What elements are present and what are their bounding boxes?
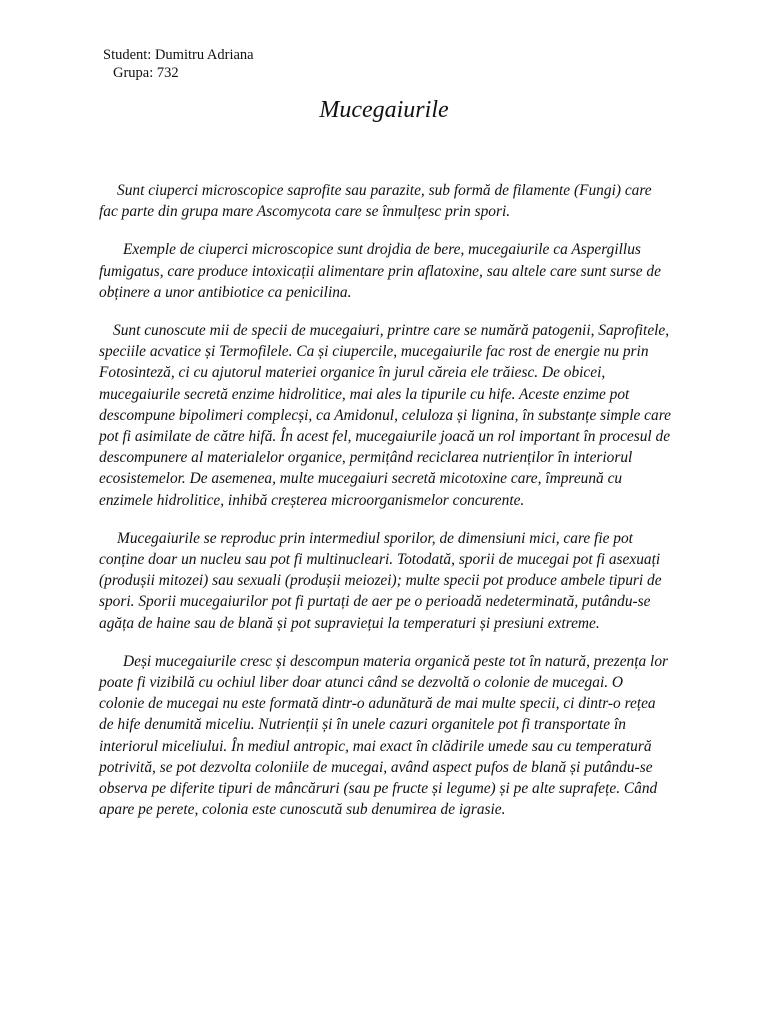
document-title: Mucegaiurile [319,97,449,123]
paragraph-examples: Exemple de ciuperci microscopice sunt drojdia de bere, mucegaiurile ca Aspergillus fumigatus, care produce intoxicații alimentare prin aflatoxine, sau altele care sunt surse de obținere a unor antibiotice ca penicilina. [99,241,661,301]
paragraph-colonies: Deși mucegaiurile cresc și descompun materia organică peste tot în natură, prezența lor poate fi vizibilă cu ochiul liber doar atunci când se dezvoltă o colonie de mucegai. O colonie de mucegai nu este formată dintr-o adunătură de mai multe specii, ci dintr-o rețea de hife denumită miceliu. Nutrienții și în unele cazuri organitele pot fi transportate în interiorul miceliului. În mediul antropic, mai exact în clădirile umede sau cu temperatură potrivită, se pot dezvolta coloniile de mucegai, având aspect pufos de blană și putându-se observa pe diferite tipuri de mâncăruri (sau pe fructe și legume) și pe alte suprafețe. Când apare pe perete, colonia este cunoscută sub denumirea de igrasie. [99,652,669,819]
group-number: Grupa: 732 [113,65,179,81]
document-body [99,180,671,837]
paragraph-intro: Sunt ciuperci microscopice saprofite sau parazite, sub formă de filamente (Fungi) care fac parte din grupa mare Ascomycota care se înmulțesc prin spori. [99,182,652,221]
document-header [103,46,254,82]
paragraph-species: Sunt cunoscute mii de specii de mucegaiuri, printre care se numără patogenii, Saprofitele, speciile acvatice și Termofilele. Ca și ciupercile, mucegaiurile fac rost de energie nu prin Fotosinteză, ci cu ajutorul materiei organice în jurul căreia ele trăiesc. De obicei, mucegaiurile secretă enzime hidrolitice, mai ales la tipurile cu hife. Aceste enzime pot descompune bipolimeri complecși, ca Amidonul, celuloza și lignina, în substanțe simple care pot fi asimilate de către hifă. În acest fel, mucegaiurile joacă un rol important în procesul de descompunere al materialelor organice, permițând reciclarea nutrienților în interiorul ecosistemelor. De asemenea, multe mucegaiuri secretă micotoxine care, împreună cu enzimele hidrolitice, inhibă creșterea microorganismelor concurente. [99,322,671,509]
student-name: Student: Dumitru Adriana [103,47,254,63]
paragraph-reproduction: Mucegaiurile se reproduc prin intermediul sporilor, de dimensiuni mici, care fie pot conține doar un nucleu sau pot fi multinucleari. Totodată, sporii de mucegai pot fi asexuați (produșii mitozei) sau sexuali (produșii meiozei); multe specii pot produce ambele tipuri de spori. Sporii mucegaiurilor pot fi purtați de aer pe o perioadă nedeterminată, putându-se agăța de haine sau de blană și pot supraviețui la temperaturi și presiuni extreme. [99,529,662,632]
